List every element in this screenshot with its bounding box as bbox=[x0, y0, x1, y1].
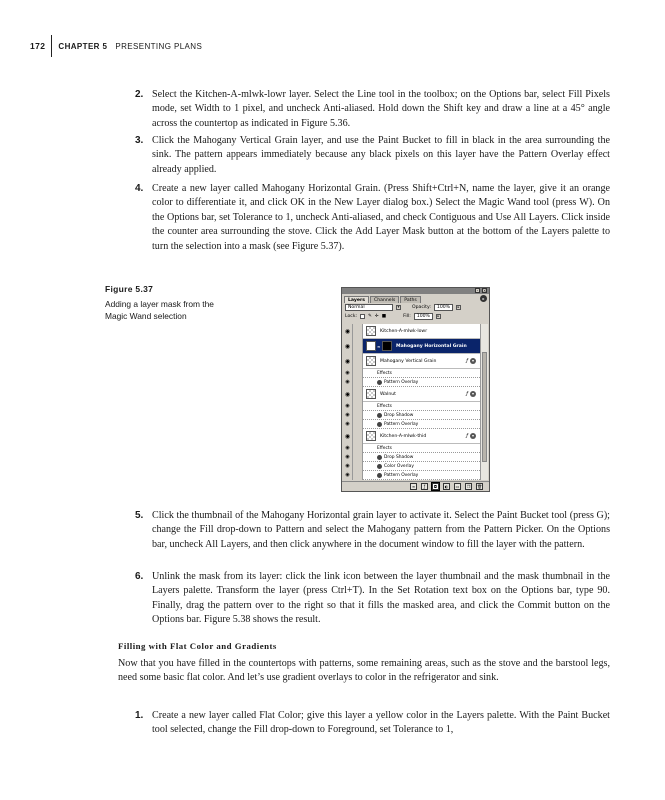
effect-name: Drop Shadow bbox=[384, 412, 414, 418]
layer-name: Walnut bbox=[380, 391, 396, 397]
step-3 bbox=[135, 134, 610, 177]
effect-icon bbox=[377, 413, 382, 418]
layer-row-selected[interactable] bbox=[343, 339, 480, 354]
eye-icon[interactable]: ◉ bbox=[343, 453, 353, 462]
step-number: 3. bbox=[135, 135, 144, 146]
effect-name: Color Overlay bbox=[384, 463, 414, 469]
step-1 bbox=[135, 709, 610, 738]
layer-link-slot[interactable] bbox=[353, 324, 363, 339]
layer-row[interactable] bbox=[343, 324, 480, 339]
step-number: 4. bbox=[135, 183, 144, 194]
eye-icon[interactable]: ◉ bbox=[343, 429, 353, 444]
effect-row[interactable] bbox=[343, 411, 480, 420]
step-text: Click the thumbnail of the Mahogany Horizontal grain layer to activate it. Select the Paint Bucket tool (press G); change the Fill drop-down to Pattern and select the Mahogany pattern from the Pattern Picker. On the Options bar, uncheck All Layers, and then click anywhere in the document window to fill the layer with the pattern. bbox=[152, 510, 610, 550]
minimize-icon[interactable]: - bbox=[476, 288, 479, 293]
fx-icon: ƒ bbox=[466, 391, 468, 397]
eye-icon[interactable]: ◉ bbox=[343, 378, 353, 387]
layer-name: Kitchen-A-mlwk-thid bbox=[380, 433, 427, 439]
step-number: 2. bbox=[135, 89, 144, 100]
layer-thumbnail[interactable] bbox=[366, 341, 376, 351]
chapter-label: CHAPTER 5 bbox=[58, 41, 108, 51]
palette-menu-icon[interactable]: ▸ bbox=[480, 295, 487, 302]
blend-mode-select[interactable] bbox=[345, 304, 393, 311]
palette-tabs bbox=[342, 294, 489, 303]
effect-name: Drop Shadow bbox=[384, 454, 414, 460]
layer-row[interactable] bbox=[343, 429, 480, 444]
step-number: 5. bbox=[135, 510, 144, 521]
step-number: 1. bbox=[135, 710, 144, 721]
fill-label: Fill: bbox=[403, 314, 411, 319]
lock-label: Lock: bbox=[345, 314, 358, 319]
expand-effects-icon[interactable]: ▾ bbox=[471, 391, 474, 396]
effect-name: Pattern Overlay bbox=[384, 472, 419, 478]
eye-icon[interactable]: ◉ bbox=[343, 420, 353, 429]
running-header bbox=[30, 35, 202, 57]
layer-style-icon[interactable]: ƒ bbox=[421, 483, 428, 490]
eye-icon[interactable]: ◉ bbox=[343, 471, 353, 480]
lock-all-icon[interactable]: ■ bbox=[381, 314, 387, 319]
eye-icon[interactable]: ◉ bbox=[343, 411, 353, 420]
figure-title: Figure 5.37 bbox=[105, 284, 154, 294]
new-layer-icon[interactable]: ❐ bbox=[466, 484, 471, 489]
eye-icon[interactable]: ◉ bbox=[343, 339, 353, 354]
step-5 bbox=[135, 509, 610, 552]
step-2 bbox=[135, 88, 610, 131]
effects-label: Effects bbox=[377, 445, 392, 451]
step-6 bbox=[135, 570, 610, 628]
layers-list bbox=[343, 324, 480, 480]
layer-thumbnail[interactable] bbox=[366, 431, 376, 441]
tab-layers[interactable]: Layers bbox=[344, 296, 369, 303]
page-number: 172 bbox=[30, 35, 52, 57]
lock-transparency-icon[interactable] bbox=[360, 314, 365, 319]
effect-icon bbox=[377, 380, 382, 385]
effect-row[interactable] bbox=[343, 453, 480, 462]
effect-row[interactable] bbox=[343, 462, 480, 471]
section-heading: Filling with Flat Color and Gradients bbox=[118, 641, 277, 651]
effect-icon bbox=[377, 422, 382, 427]
layer-link-slot[interactable] bbox=[353, 387, 363, 402]
eye-icon[interactable]: ◉ bbox=[343, 462, 353, 471]
effect-row[interactable] bbox=[343, 378, 480, 387]
effect-icon bbox=[377, 455, 382, 460]
blend-mode-value: Normal bbox=[348, 305, 365, 310]
eye-icon[interactable]: ◉ bbox=[343, 369, 353, 378]
effects-header bbox=[343, 402, 480, 411]
fill-slider-icon[interactable]: ▸ bbox=[437, 314, 440, 318]
close-icon[interactable]: × bbox=[483, 288, 487, 293]
fx-icon: ƒ bbox=[466, 433, 468, 439]
palette-bottom-bar bbox=[342, 481, 489, 491]
layer-name: Kitchen-A-mlwk-lowr bbox=[380, 328, 428, 334]
eye-icon[interactable]: ◉ bbox=[343, 387, 353, 402]
effect-icon bbox=[377, 464, 382, 469]
step-text: Unlink the mask from its layer: click the link icon between the layer thumbnail and the mask thumbnail in the Layers palette. Transform the layer (press Ctrl+T). In the Set Rotation text box on the Options bar, type 90. Finally, drag the pattern over to the right so that it fills the masked area, and click the Commit button on the Options bar. Figure 5.38 shows the result. bbox=[152, 571, 610, 626]
section-label: PRESENTING PLANS bbox=[115, 41, 203, 51]
layer-row[interactable] bbox=[343, 387, 480, 402]
figure-caption bbox=[105, 284, 215, 322]
link-layers-icon[interactable]: ∞ bbox=[411, 484, 416, 489]
body-paragraph: Now that you have filled in the countertops with patterns, some remaining areas, such as the stove and the barstool legs, need some basic flat color. And let’s use gradient overlays to color in the refrigerator and sink. bbox=[118, 658, 610, 684]
effects-label: Effects bbox=[377, 370, 392, 376]
eye-icon[interactable]: ◉ bbox=[343, 324, 353, 339]
step-text: Click the Mahogany Vertical Grain layer, and use the Paint Bucket to fill in black in the area surrounding the sink. The pattern appears immediately because any black pixels on this layer have the Pattern Overlay effect already applied. bbox=[152, 135, 610, 175]
layer-thumbnail[interactable] bbox=[366, 326, 376, 336]
palette-scrollbar[interactable] bbox=[480, 324, 488, 480]
layer-name: Mahogany Vertical Grain bbox=[380, 358, 437, 364]
layer-thumbnail[interactable] bbox=[366, 389, 376, 399]
step-text: Create a new layer called Mahogany Horizontal Grain. (Press Shift+Ctrl+N, name the layer, give it an orange color to differentiate it, and click OK in the New Layer dialog box.) Select the Magic Wand tool (press W). On the Options bar, set Tolerance to 1, uncheck Anti-aliased, and check Contiguous and Use All Layers. Click inside the counter area surrounding the stove. Click the Add Layer Mask button at the bottom of the Layers palette to turn the selection into a mask (see Figure 5.37). bbox=[152, 183, 610, 252]
effect-row[interactable] bbox=[343, 420, 480, 429]
layer-link-slot[interactable] bbox=[353, 354, 363, 369]
step-number: 6. bbox=[135, 571, 144, 582]
effect-name: Pattern Overlay bbox=[384, 379, 419, 385]
eye-icon[interactable]: ◉ bbox=[343, 402, 353, 411]
link-icon[interactable]: ∞ bbox=[377, 343, 381, 349]
tab-channels[interactable]: Channels bbox=[370, 296, 399, 303]
lock-pixels-icon[interactable]: ✎ bbox=[368, 314, 372, 319]
step-4 bbox=[135, 182, 610, 254]
effects-label: Effects bbox=[377, 403, 392, 409]
new-group-icon[interactable]: ▭ bbox=[455, 484, 460, 489]
add-layer-mask-icon[interactable]: ◘ bbox=[433, 484, 438, 489]
effect-icon bbox=[377, 473, 382, 478]
trash-icon[interactable]: 🗑 bbox=[477, 484, 483, 489]
expand-effects-icon[interactable]: ▾ bbox=[471, 358, 474, 363]
brush-icon[interactable] bbox=[353, 339, 363, 354]
layers-palette-figure bbox=[341, 287, 490, 492]
layer-row[interactable] bbox=[343, 354, 480, 369]
fx-icon: ƒ bbox=[466, 358, 468, 364]
effects-header bbox=[343, 444, 480, 453]
figure-caption-text: Adding a layer mask from the Magic Wand selection bbox=[105, 299, 214, 322]
layer-mask-thumbnail[interactable] bbox=[382, 341, 392, 351]
opacity-label: Opacity: bbox=[412, 305, 431, 310]
new-adjustment-layer-icon[interactable]: ◐ bbox=[444, 484, 449, 489]
layer-name: Mahogany Horizontal Grain bbox=[396, 343, 467, 349]
chevron-down-icon[interactable]: ▾ bbox=[397, 305, 400, 309]
eye-icon[interactable]: ◉ bbox=[343, 444, 353, 453]
tab-paths[interactable]: Paths bbox=[400, 296, 421, 303]
effects-header bbox=[343, 369, 480, 378]
layer-link-slot[interactable] bbox=[353, 429, 363, 444]
eye-icon[interactable]: ◉ bbox=[343, 354, 353, 369]
step-text: Create a new layer called Flat Color; give this layer a yellow color in the Layers palette. With the Paint Bucket tool selected, change the Fill drop-down to Foreground, set Tolerance to 1, bbox=[152, 710, 610, 736]
expand-effects-icon[interactable]: ▾ bbox=[471, 433, 474, 438]
opacity-input[interactable]: 100% bbox=[434, 304, 453, 311]
layer-thumbnail[interactable] bbox=[366, 356, 376, 366]
fill-input[interactable]: 100% bbox=[414, 313, 433, 320]
effect-row[interactable] bbox=[343, 471, 480, 480]
opacity-slider-icon[interactable]: ▸ bbox=[457, 305, 460, 309]
blend-opacity-row bbox=[342, 303, 489, 312]
lock-position-icon[interactable]: ✛ bbox=[374, 314, 379, 319]
step-text: Select the Kitchen-A-mlwk-lowr layer. Select the Line tool in the toolbox; on the Options bar, select Fill Pixels mode, set Width to 1 pixel, and uncheck Anti-aliased. Hold down the Shift key and draw a line at a 45° angle across the countertop as indicated in Figure 5.36. bbox=[152, 89, 610, 129]
lock-fill-row bbox=[342, 312, 489, 321]
effect-name: Pattern Overlay bbox=[384, 421, 419, 427]
scrollbar-thumb[interactable] bbox=[482, 352, 487, 462]
